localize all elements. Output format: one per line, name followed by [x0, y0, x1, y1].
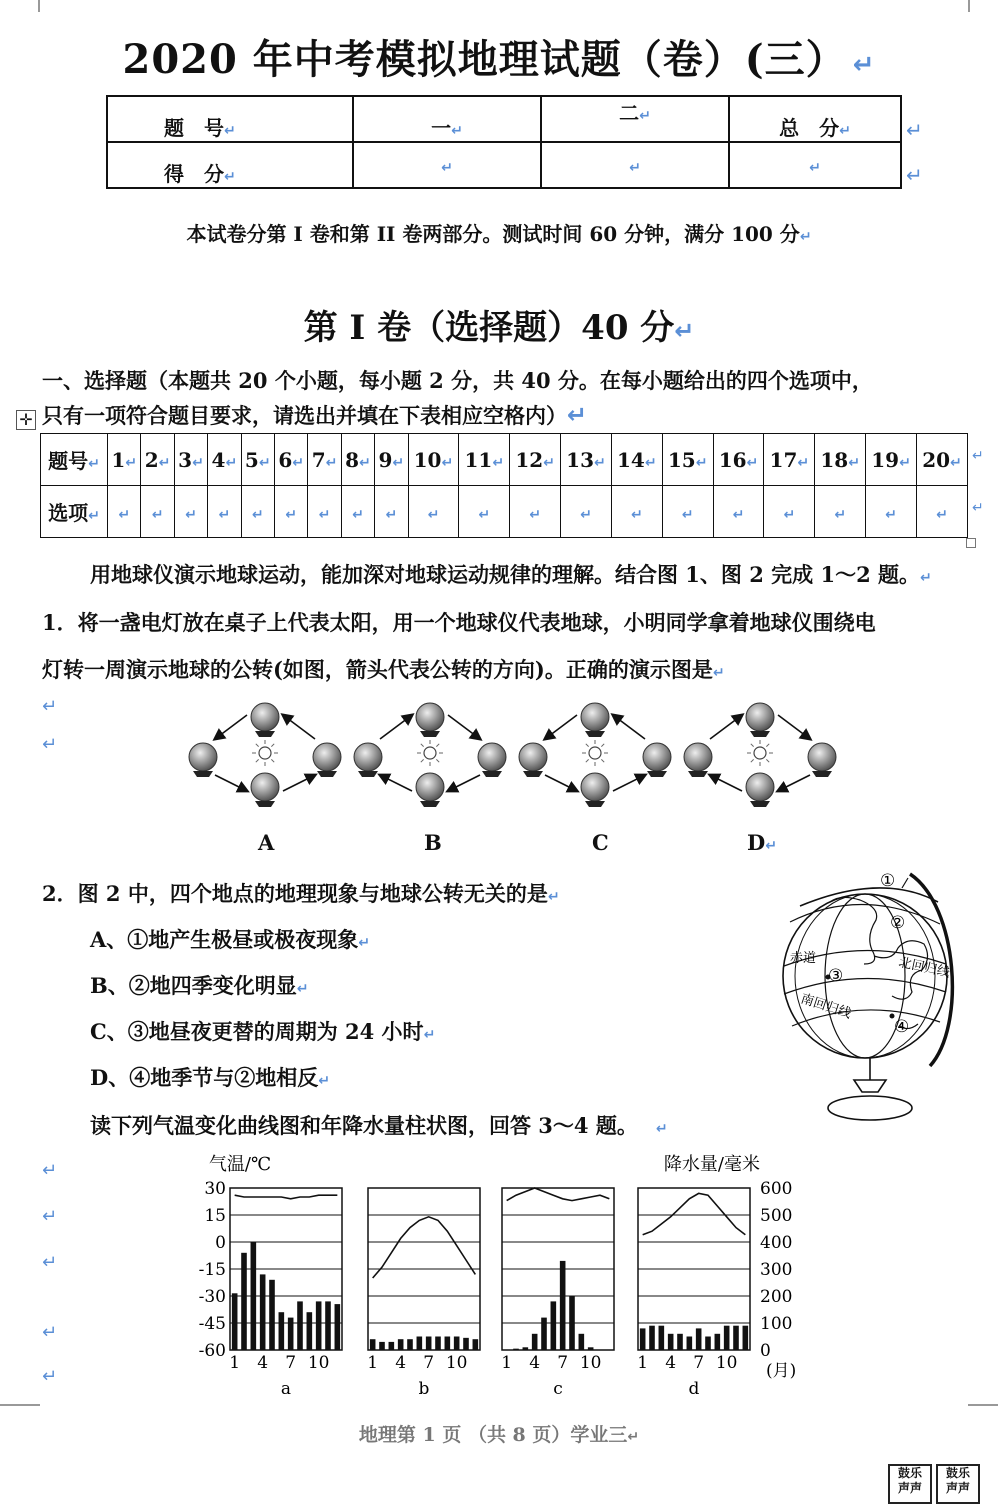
orbit-diagram — [354, 703, 506, 807]
orbit-figure — [180, 695, 840, 820]
score-header-cell: 总 分↵ — [729, 96, 901, 142]
temperature-tick-label: 30 — [204, 1179, 226, 1199]
score-table — [106, 95, 902, 189]
precipitation-bar — [579, 1334, 585, 1350]
orbit-arrow — [448, 775, 480, 791]
climate-charts — [190, 1150, 810, 1400]
question-number-cell: 5↵ — [241, 434, 274, 486]
option-label-b: B — [424, 830, 442, 855]
globe-label-south-tropic: 南回归线 — [798, 991, 853, 1022]
answer-input-cell[interactable]: ↵ — [375, 486, 408, 538]
crop-mark — [968, 0, 998, 12]
precipitation-bar — [279, 1312, 285, 1350]
row-end-mark: ↵ — [906, 118, 923, 142]
precipitation-bar — [445, 1337, 451, 1351]
precipitation-bar — [724, 1326, 730, 1350]
paragraph-mark: ↵ — [42, 696, 58, 717]
precipitation-bar — [649, 1326, 655, 1350]
precipitation-bar — [269, 1280, 275, 1350]
orbit-arrow — [283, 715, 315, 739]
q2-option-a: A、①地产生极昼或极夜现象↵ — [90, 927, 371, 952]
precipitation-tick-label: 100 — [760, 1314, 793, 1334]
panel-name-label: c — [553, 1379, 563, 1399]
q3-lead: 读下列气温变化曲线图和年降水量柱状图，回答 3～4 题。 ↵ — [90, 1113, 668, 1138]
lamp-icon — [747, 740, 773, 766]
globe-label-1: ① — [880, 871, 896, 891]
panel-name-label: d — [688, 1379, 700, 1399]
answer-input-cell[interactable]: ↵ — [510, 486, 561, 538]
question-number-cell: 9↵ — [375, 434, 408, 486]
globe-icon — [189, 743, 217, 777]
precipitation-tick-label: 400 — [760, 1233, 793, 1253]
lamp-icon — [417, 740, 443, 766]
paragraph-mark: ↵ — [42, 1160, 58, 1181]
globe-label-3: ③ — [828, 966, 844, 986]
orbit-arrow — [545, 775, 577, 791]
precipitation-tick-label: 300 — [760, 1260, 793, 1280]
question-number-cell: 15↵ — [662, 434, 713, 486]
precipitation-bar — [733, 1326, 739, 1350]
climate-panel — [637, 1188, 750, 1399]
globe-icon — [808, 743, 836, 777]
globe-icon — [519, 743, 547, 777]
question-number-cell: 6↵ — [274, 434, 307, 486]
option-label-a: A — [258, 830, 275, 855]
precipitation-axis-label: 降水量/毫米 — [663, 1154, 760, 1175]
month-tick-label: 4 — [395, 1353, 407, 1373]
temperature-line — [235, 1195, 338, 1199]
precipitation-tick-label: 600 — [760, 1179, 793, 1199]
question-1-line: 1．将一盏电灯放在桌子上代表太阳，用一个地球仪代表地球，小明同学拿着地球仪围绕电 — [42, 610, 876, 635]
score-input-cell[interactable]: ↵ — [353, 142, 541, 188]
precipitation-bar — [560, 1261, 566, 1350]
globe-icon — [251, 773, 279, 807]
score-input-cell[interactable]: ↵ — [541, 142, 729, 188]
answer-input-cell[interactable]: ↵ — [274, 486, 307, 538]
question-number-cell: 8↵ — [341, 434, 374, 486]
precipitation-bar — [316, 1301, 322, 1350]
orbit-arrow — [613, 715, 645, 739]
precipitation-bar — [335, 1304, 341, 1350]
score-header-cell: 二↵ — [541, 96, 729, 142]
answer-input-cell[interactable]: ↵ — [459, 486, 510, 538]
orbit-diagram — [684, 703, 836, 807]
answer-input-cell[interactable]: ↵ — [108, 486, 141, 538]
question-number-cell: 4↵ — [208, 434, 241, 486]
orbit-arrow — [710, 715, 742, 739]
paragraph-mark: ↵ — [42, 734, 58, 755]
precipitation-bar — [513, 1349, 519, 1350]
crop-mark — [968, 1404, 998, 1408]
orbit-diagram — [519, 703, 671, 807]
question-number-cell: 7↵ — [308, 434, 341, 486]
precipitation-tick-label: 200 — [760, 1287, 793, 1307]
climate-panel — [501, 1188, 614, 1399]
paragraph-mark: ↵ — [42, 1252, 58, 1273]
precipitation-bar — [588, 1347, 594, 1350]
answer-row-label: 选项↵ — [41, 486, 108, 538]
precipitation-bar — [454, 1337, 460, 1351]
question-number-cell: 11↵ — [459, 434, 510, 486]
month-tick-label: 1 — [367, 1353, 379, 1373]
globe-icon — [746, 703, 774, 737]
orbit-arrow — [380, 715, 412, 739]
answer-row-label: 题号↵ — [41, 434, 108, 486]
panel-name-label: a — [280, 1379, 292, 1399]
answer-input-cell[interactable]: ↵ — [611, 486, 662, 538]
orbit-arrow — [710, 775, 742, 791]
precipitation-bar — [640, 1328, 646, 1350]
lead-text: 用地球仪演示地球运动，能加深对地球运动规律的理解。结合图 1、图 2 完成 1～2 题。↵ — [90, 562, 932, 587]
option-label-c: C — [592, 830, 609, 855]
orbit-arrow — [215, 775, 247, 791]
answer-input-cell[interactable]: ↵ — [141, 486, 174, 538]
globe-icon — [354, 743, 382, 777]
lamp-icon — [252, 740, 278, 766]
score-input-cell[interactable]: ↵ — [729, 142, 901, 188]
answer-input-cell[interactable]: ↵ — [174, 486, 207, 538]
question-number-cell: 1↵ — [108, 434, 141, 486]
precipitation-bar — [417, 1337, 423, 1351]
month-tick-label: 7 — [285, 1353, 297, 1373]
globe-label-4: ④ — [894, 1017, 910, 1037]
globe-icon — [416, 703, 444, 737]
globe-icon — [478, 743, 506, 777]
precipitation-bar — [435, 1337, 441, 1351]
orbit-option-labels — [0, 830, 998, 860]
temperature-tick-label: -15 — [198, 1260, 226, 1280]
month-tick-label: 10 — [579, 1353, 602, 1373]
precipitation-bar — [569, 1296, 575, 1350]
precipitation-bar — [288, 1318, 294, 1350]
precipitation-tick-label: 500 — [760, 1206, 793, 1226]
precipitation-bar — [659, 1326, 665, 1350]
precipitation-tick-label: 0 — [760, 1341, 771, 1361]
precipitation-bar — [473, 1339, 479, 1350]
month-tick-label: 10 — [445, 1353, 468, 1373]
temperature-tick-label: 15 — [204, 1206, 226, 1226]
orbit-arrow — [380, 775, 412, 791]
precipitation-bar — [677, 1334, 683, 1350]
question-1-line: 灯转一周演示地球的公转(如图，箭头代表公转的方向)。正确的演示图是↵ — [42, 657, 725, 682]
precipitation-bar — [370, 1339, 376, 1350]
month-tick-label: 7 — [557, 1353, 569, 1373]
precipitation-bar — [379, 1342, 385, 1350]
row-end-mark: ↵ — [972, 500, 984, 516]
globe-icon — [684, 743, 712, 777]
globe-icon — [416, 773, 444, 807]
orbit-diagram — [189, 703, 341, 807]
globe-label-2: ② — [890, 913, 906, 933]
temperature-axis-label: 气温/℃ — [208, 1154, 272, 1175]
climate-panel — [229, 1188, 342, 1399]
precipitation-bar — [407, 1339, 413, 1350]
question-number-cell: 10↵ — [408, 434, 459, 486]
page-title: 2020 年中考模拟地理试题（卷）(三） ↵ — [122, 36, 876, 83]
orbit-arrow — [215, 715, 247, 739]
q2-option-b: B、②地四季变化明显↵ — [90, 973, 309, 998]
precipitation-bar — [325, 1301, 331, 1350]
precipitation-bar — [551, 1301, 557, 1350]
precipitation-bar — [463, 1338, 469, 1350]
instruction-line: 一、选择题（本题共 20 个小题，每小题 2 分，共 40 分。在每小题给出的四个选项中， — [42, 368, 873, 393]
question-number-cell: 20↵ — [916, 434, 967, 486]
score-header-cell: 题 号↵ — [107, 96, 353, 142]
temperature-tick-label: -45 — [198, 1314, 226, 1334]
panel-name-label: b — [418, 1379, 430, 1399]
q2-option-c: C、③地昼夜更替的周期为 24 小时↵ — [90, 1019, 436, 1044]
answer-input-cell[interactable]: ↵ — [916, 486, 967, 538]
globe-icon — [643, 743, 671, 777]
month-tick-label: 10 — [307, 1353, 330, 1373]
precipitation-bar — [696, 1328, 702, 1350]
question-number-cell: 14↵ — [611, 434, 662, 486]
precipitation-bar — [705, 1337, 711, 1351]
orbit-arrow — [778, 775, 810, 791]
score-header-cell: 一↵ — [353, 96, 541, 142]
question-number-cell: 3↵ — [174, 434, 207, 486]
section-title: 第 I 卷（选择题）40 分↵ — [303, 308, 695, 348]
answer-input-cell[interactable]: ↵ — [341, 486, 374, 538]
answer-input-cell[interactable]: ↵ — [561, 486, 612, 538]
globe-icon — [746, 773, 774, 807]
precipitation-bar — [743, 1326, 749, 1350]
answer-input-cell[interactable]: ↵ — [764, 486, 815, 538]
month-tick-label: 7 — [693, 1353, 705, 1373]
row-end-mark: ↵ — [972, 448, 984, 464]
precipitation-bar — [687, 1337, 693, 1351]
globe-icon — [251, 703, 279, 737]
crop-mark — [0, 1404, 40, 1408]
precipitation-bar — [523, 1347, 529, 1350]
precipitation-bar — [260, 1274, 266, 1350]
answer-input-cell[interactable]: ↵ — [815, 486, 866, 538]
orbit-arrow — [613, 775, 645, 791]
globe-icon — [313, 743, 341, 777]
globe-figure — [770, 866, 970, 1128]
answer-input-cell[interactable]: ↵ — [408, 486, 459, 538]
stamp-logo: 鼓乐 声声 — [888, 1464, 932, 1504]
question-number-cell: 18↵ — [815, 434, 866, 486]
precipitation-bar — [398, 1339, 404, 1350]
precipitation-bar — [297, 1301, 303, 1350]
question-number-cell: 17↵ — [764, 434, 815, 486]
answer-input-cell[interactable]: ↵ — [662, 486, 713, 538]
intro-text: 本试卷分第 I 卷和第 II 卷两部分。测试时间 60 分钟，满分 100 分↵ — [186, 222, 812, 246]
answer-input-cell[interactable]: ↵ — [241, 486, 274, 538]
precipitation-bar — [232, 1293, 238, 1350]
climate-panel — [367, 1188, 480, 1399]
orbit-arrow — [448, 715, 480, 739]
month-tick-label: 4 — [257, 1353, 269, 1373]
question-number-cell: 19↵ — [866, 434, 917, 486]
temperature-tick-label: 0 — [215, 1233, 226, 1253]
precipitation-bar — [307, 1312, 313, 1350]
lamp-icon — [582, 740, 608, 766]
answer-table — [40, 433, 968, 538]
score-row-label: 得 分↵ — [107, 142, 353, 188]
question-number-cell: 16↵ — [713, 434, 764, 486]
question-number-cell: 13↵ — [561, 434, 612, 486]
option-label-d: D↵ — [747, 830, 777, 855]
orbit-arrow — [283, 775, 315, 791]
globe-label-equator: 赤道 — [790, 951, 817, 966]
answer-input-cell[interactable]: ↵ — [713, 486, 764, 538]
stamp-logo: 鼓乐 声声 — [936, 1464, 980, 1504]
globe-icon — [581, 773, 609, 807]
orbit-arrow — [778, 715, 810, 739]
month-tick-label: 4 — [665, 1353, 677, 1373]
question-number-cell: 2↵ — [141, 434, 174, 486]
paragraph-mark: ↵ — [42, 1366, 58, 1387]
paragraph-mark: ↵ — [42, 1206, 58, 1227]
answer-input-cell[interactable]: ↵ — [866, 486, 917, 538]
instruction-line: 只有一项符合题目要求，请选出并填在下表相应空格内）↵ — [42, 401, 588, 429]
question-2: 2．图 2 中，四个地点的地理现象与地球公转无关的是↵ — [42, 881, 560, 906]
temperature-line — [507, 1188, 610, 1201]
question-number-cell: 12↵ — [510, 434, 561, 486]
globe-icon — [581, 703, 609, 737]
precipitation-bar — [426, 1337, 432, 1351]
answer-input-cell[interactable]: ↵ — [208, 486, 241, 538]
precipitation-bar — [389, 1342, 395, 1350]
precipitation-bar — [532, 1334, 538, 1350]
precipitation-bar — [241, 1253, 247, 1350]
x-unit-label: (月) — [766, 1361, 797, 1381]
month-tick-label: 1 — [501, 1353, 513, 1373]
crop-mark — [0, 0, 40, 12]
month-tick-label: 10 — [715, 1353, 738, 1373]
temperature-line — [643, 1193, 746, 1234]
answer-input-cell[interactable]: ↵ — [308, 486, 341, 538]
month-tick-label: 1 — [637, 1353, 649, 1373]
table-resize-handle[interactable] — [966, 538, 976, 548]
table-move-handle[interactable]: ✛ — [16, 410, 36, 430]
row-end-mark: ↵ — [906, 163, 923, 187]
precipitation-bar — [715, 1334, 721, 1350]
paragraph-mark: ↵ — [42, 1322, 58, 1343]
q2-option-d: D、④地季节与②地相反↵ — [90, 1065, 330, 1090]
temperature-tick-label: -60 — [198, 1341, 226, 1361]
precipitation-bar — [541, 1318, 547, 1350]
page-footer: 地理第 1 页 （共 8 页）学业三↵ — [358, 1424, 640, 1446]
orbit-arrow — [545, 715, 577, 739]
precipitation-bar — [251, 1242, 257, 1350]
month-tick-label: 1 — [229, 1353, 241, 1373]
month-tick-label: 7 — [423, 1353, 435, 1373]
month-tick-label: 4 — [529, 1353, 541, 1373]
globe-label-north-tropic: 北回归线 — [897, 955, 952, 981]
temperature-tick-label: -30 — [198, 1287, 226, 1307]
precipitation-bar — [668, 1334, 674, 1350]
